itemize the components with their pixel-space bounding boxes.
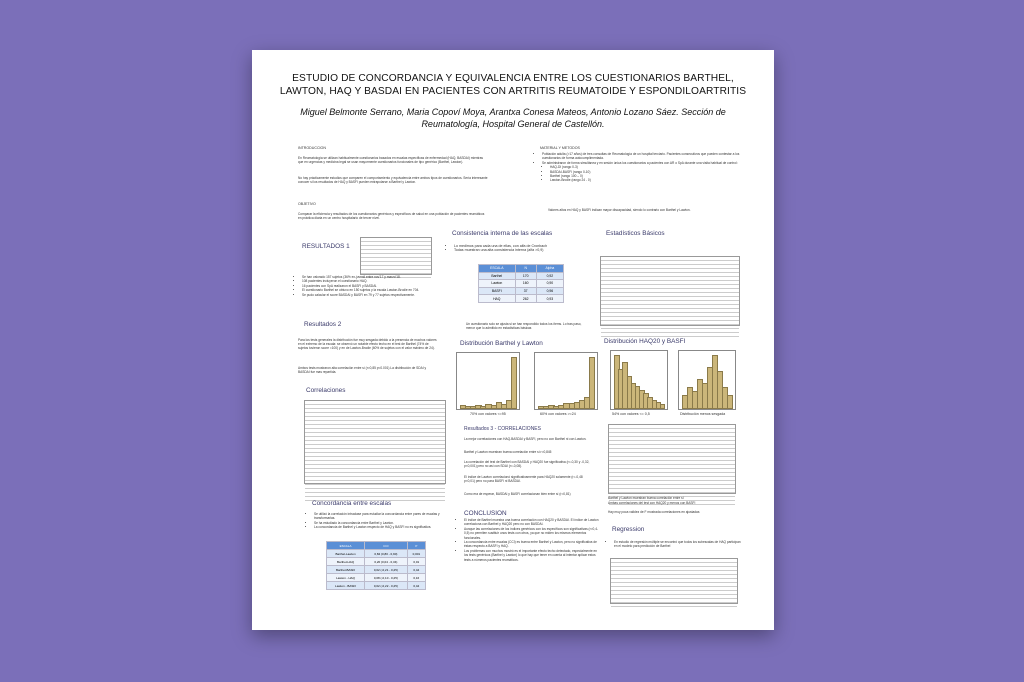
- table-header: ESCALA: [479, 265, 516, 273]
- table-cell: HAQ: [479, 295, 516, 303]
- table-cell: Lawton - HAQ: [327, 574, 365, 582]
- list-item: • Se han valorado 157 sujetos (36% ex-juvenil entre nov'17 y marzo'18.: [302, 275, 432, 279]
- table-cell: 0,92: [536, 272, 563, 280]
- table-cell: Barthel-BASFI: [327, 566, 365, 574]
- table-cell: BASFI: [479, 287, 516, 295]
- list-item: • Todas muestran una alta consistencia interna (alfa >0,9): [454, 248, 604, 252]
- basfi-histogram: [678, 350, 736, 410]
- list-item: • El cuestionario Barthel se obtuvo en 150 sujetos y la escala Lawton-Brodie en 704.: [302, 288, 432, 292]
- intro-heading: INTRODUCCION: [298, 146, 326, 150]
- table-cell: 0,96: [536, 287, 563, 295]
- list-item: • Se administraron de forma simultánea y en sesión única los cuestionarios a pacientes con AR o SpA durante una visita habitual de control:: [542, 161, 742, 165]
- table-cell: 0,16: [407, 574, 425, 582]
- histogram-bar: [727, 395, 733, 409]
- list-item: • Lo medimos para cada una de ellas, con alfa de Cronbach: [454, 244, 604, 248]
- list-item: • 108 pacientes incluyeron el cuestionario HAQ.: [302, 279, 432, 283]
- list-item: • Los problemas con muchos mostró es el importante efecto techo detectado, especialmente en los tests genéricos (Barthel y Lawton) lo que hay que tener en cuenta al intentar aplicar estos tests a números pacientes reumáticos.: [464, 549, 600, 562]
- results2-text: Para los tests generales la distribución fue muy sesgada debido a la presencia de muchos valores en el extremo de la escala: se observó un notable efecto techo en el test de Barthel (74% de sujetos tuvieron score =100) y en de Lawton-Brodie (60% de sujetos con el valor máximo de 24).: [298, 338, 437, 351]
- methods-note: Valores altos en HAQ y BASFI indican mayor discapacidad, siendo lo contrario con Barthel y Lawton.: [548, 208, 691, 212]
- table-header: ESCALA: [327, 542, 365, 550]
- regression-table: [610, 558, 738, 604]
- haq-caption: 54% con valores <= 0,5: [612, 412, 650, 416]
- dist1-heading: Distribución Barthel y Lawton: [460, 340, 543, 347]
- list-item: • 16 pacientes con SpA realizaron el BASFI y BASDAI.: [302, 284, 432, 288]
- table-cell: 0,44: [407, 566, 425, 574]
- results1-bullets: [296, 275, 432, 297]
- table-cell: 0,44: [407, 582, 425, 590]
- corr-note-1: Barthel y Lawton muestran buena correlación entre sí: [608, 496, 684, 500]
- intro-text-2: No hay prácticamente estudios que comparen el comportamiento y equivalencia entre ambos tipos de cuestionarios. Sería interesante conocer si los resultados de HAQ y BASFI pueden extrapolarse a Barthel y Lawton.: [298, 176, 488, 185]
- list-item: • La concordancia de Barthel y Lawton respecto de HAQ y BASFI no es significativa.: [314, 525, 444, 529]
- list-item: • Se ha estudiado la concordancia entre Barthel y Lawton.: [314, 521, 444, 525]
- correlations-heading: Correlaciones: [306, 387, 346, 394]
- objective-text: Comparar la eficiencia y resultados de los cuestionarios genéricos y específicos de salud en una población de pacientes reumáticos en práctica diaria en un centro hospitalario de tercer nivel.: [298, 212, 485, 221]
- list-item: • HAQ-DI (rango 0-3): [550, 165, 742, 169]
- table-cell: Barthel-Lawton: [327, 550, 365, 558]
- intro-text: En Reumatología se utilizan habitualmente cuestionarios basados en escalas específicas de enfermedad (HAQ, BASDAI) mientras que en urgencias y medicina legal se usan mayormente cuestionarios funcionales de tipo genérico (Barthel, Lawton).: [298, 156, 483, 165]
- table-cell: Barthel-HAQ: [327, 558, 365, 566]
- corr-note-2: Ambas correlaciones del test con HAQ20 y menos con BASFI: [608, 501, 696, 505]
- alpha-note: Un cuestionario solo se ajusta si se han respondido todos los ítems. Lo tras paso, menor que lo admitido en estadísticas básicas: [466, 322, 582, 331]
- basfi-caption: Distribución menos sesgada: [680, 412, 726, 416]
- lawton-histogram: [534, 352, 598, 410]
- conclusion-bullets: [458, 518, 600, 562]
- table-cell: 0,20 (0,04 - 0,34): [365, 558, 408, 566]
- results2-text-2: Ambos tests mostraron alta correlación entre sí (r=0,85 p<0.001) La distribución de SDAI y BASDAI fue mas repartida.: [298, 366, 427, 375]
- table-header: N: [515, 265, 536, 273]
- haq-histogram: [610, 350, 668, 410]
- table-cell: 0,02 (-0,22 - 0,25): [365, 582, 408, 590]
- results3-heading: Resultados 3 - CORRELACIONES: [464, 426, 541, 432]
- concordance-bullets: [308, 512, 444, 530]
- methods-list: [536, 152, 742, 183]
- table-cell: 160: [515, 280, 536, 288]
- internal-heading: Consistencia interna de las escalas: [452, 230, 553, 237]
- table-cell: Barthel: [479, 272, 516, 280]
- results1-table: [360, 237, 432, 275]
- table-cell: 0,02 (-0,21 - 0,25): [365, 566, 408, 574]
- stats-heading: Estadísticos Básicos: [606, 230, 665, 237]
- correlations-table: [304, 400, 446, 484]
- barthel-caption: 70% con valores <=95: [470, 412, 506, 416]
- regression-heading: Regression: [612, 526, 645, 533]
- list-item: • Aunque las correlaciones de los índices genéricos con los específicos son significativas (r=0,4-0,5) no permiten sustituir unos tests con otros, ya que no miden los mismos elementos funcionales.: [464, 527, 600, 540]
- table-cell: 0,01: [407, 558, 425, 566]
- table-cell: 0,90: [536, 280, 563, 288]
- objective-heading: OBJETIVO: [298, 202, 316, 206]
- table-cell: 0,08 (-0,10 - 0,25): [365, 574, 408, 582]
- internal-bullets: [448, 244, 604, 253]
- poster-title: ESTUDIO DE CONCORDANCIA Y EQUIVALENCIA ENTRE LOS CUESTIONARIOS BARTHEL, LAWTON, HAQ Y BASDAI EN PACIENTES CON ARTRITIS REUMATOIDE Y ESPONDILOARTRITIS: [279, 73, 747, 97]
- poster: [252, 50, 774, 630]
- results3-text-1: La mejor correlaciones con HAQ-BASDAI y BASFI, pero no con Barthel ni con Lawton.: [464, 437, 587, 441]
- table-cell: 0,93: [536, 295, 563, 303]
- table-header: CCI: [365, 542, 408, 550]
- regression-bullets: [608, 540, 744, 549]
- list-item: • Lawton-Brodie (rango 24 - 0): [550, 178, 742, 182]
- table-cell: 262: [515, 295, 536, 303]
- conclusion-heading: CONCLUSION: [464, 510, 507, 517]
- results3-text-2: Barthel y Lawton muestran buena correlación entre sí r=0,845: [464, 450, 552, 454]
- results2-heading: Resultados 2: [304, 321, 342, 328]
- list-item: • Se pudo calcular el score BASDAI y BASFI en 79 y 77 sujetos respectivamente.: [302, 293, 432, 297]
- results3-text-3: La correlación del test de Barthel con BASDAI y HAQ20 fue significativa (r=-0,30 y -0,32, p<0,001) pero no así con SDAI (r=-0,08).: [464, 460, 590, 469]
- table-cell: Lawton: [479, 280, 516, 288]
- results3-text-4: El índice de Lawton correlacionó significativamente para HAQ20 solamente (r=-0,48 p<0,01) pero no para BASFI ni BASDAI.: [464, 475, 583, 484]
- correlation-matrix-table: [608, 424, 736, 494]
- list-item: • Se utilizó la correlación intraclase para estudiar la concordancia entre pares de escalas y transformarlas.: [314, 512, 444, 521]
- histogram-bar: [589, 357, 595, 409]
- concordance-table: [326, 541, 426, 590]
- table-header: P: [407, 542, 425, 550]
- concordance-heading: Concordancia entre escalas: [312, 500, 392, 507]
- table-cell: Lawton - BASFI: [327, 582, 365, 590]
- list-item: • BASDAI-BASFI (rango 0-10): [550, 170, 742, 174]
- list-item: • El índice de Barthel muestra una buena correlación con HAQ20 y BASDAI. El índice de Lawton correlaciona con Barthel y HAQ20 pero no con BASDAI.: [464, 518, 600, 527]
- table-header: Alpha: [536, 265, 563, 273]
- table-cell: 170: [515, 272, 536, 280]
- poster-authors: Miguel Belmonte Serrano, Maria Copoví Moya, Arantxa Conesa Mateos, Antonio Lozano Sáez. Sección de Reumatología, Hospital General de Castellón.: [300, 107, 726, 129]
- list-item: • Barthel (rango 100 – 0): [550, 174, 742, 178]
- list-item: • En estudio de regresión múltiple se encontró que todos los subescalas de HAQ participan en el modelo para predicción de Barthel: [614, 540, 744, 549]
- dist2-heading: Distribución HAQ20 y BASFI: [604, 338, 686, 345]
- table-cell: 37: [515, 287, 536, 295]
- lawton-caption: 60% con valores >=24: [540, 412, 576, 416]
- alpha-table: [478, 264, 564, 303]
- histogram-bar: [660, 404, 666, 409]
- table-cell: 0,001: [407, 550, 425, 558]
- table-cell: 0,84 (0,80 - 0,90): [365, 550, 408, 558]
- results1-heading: RESULTADOS 1: [302, 243, 350, 250]
- barthel-histogram: [456, 352, 520, 410]
- results3-text-5: Como era de esperar, BASDAI y BASFI correlacionan bien entre sí (r=0,81): [464, 492, 571, 496]
- list-item: • La concordancia entre escalas (CCI) es buena entre Barthel y Lawton, pero no significativa de éstas respecto a BASFI y HAQ.: [464, 540, 600, 549]
- list-item: • Población adulta (>17 años) de tres consultas de Reumatología de un hospital terciario. Pacientes consecutivos que pueden contestar a los cuestionarios de forma autocumplimentada.: [542, 152, 742, 161]
- histogram-bar: [511, 357, 517, 409]
- corr-note-3: Hay muy poca validez de F mostrada correlaciones en ajustadas: [608, 510, 700, 514]
- methods-heading: MATERIAL Y METODOS: [540, 146, 580, 150]
- stats-table: [600, 256, 740, 326]
